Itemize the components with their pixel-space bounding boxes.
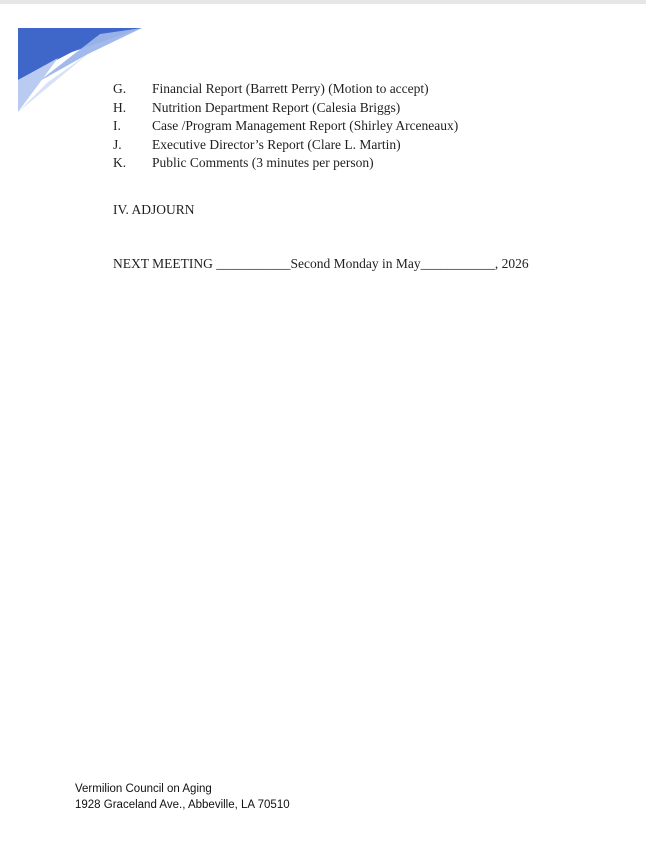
agenda-item-text: Public Comments (3 minutes per person) — [152, 155, 374, 170]
agenda-item-case-program-report — [113, 117, 573, 136]
footer-address: 1928 Graceland Ave., Abbeville, LA 70510 — [75, 798, 290, 811]
agenda-item-financial-report — [113, 80, 573, 99]
agenda-item-public-comments — [113, 154, 573, 173]
next-meeting-line: NEXT MEETING ___________Second Monday in May___________, 2026 — [113, 256, 529, 271]
agenda-item-letter: H. — [113, 99, 127, 115]
agenda-item-letter: J. — [113, 136, 122, 152]
agenda-item-executive-director-report — [113, 136, 573, 155]
agenda-item-text: Financial Report (Barrett Perry) (Motion to accept) — [152, 81, 429, 96]
agenda-list — [113, 80, 573, 173]
agenda-item-text: Nutrition Department Report (Calesia Briggs) — [152, 99, 401, 115]
adjourn-heading: IV. ADJOURN — [113, 202, 195, 217]
footer-organization: Vermilion Council on Aging — [75, 783, 212, 795]
agenda-item-letter: G. — [113, 81, 127, 96]
agenda-item-letter: K. — [113, 155, 127, 170]
document-footer — [75, 782, 290, 813]
agenda-item-text: Case /Program Management Report (Shirley Arceneaux) — [152, 118, 459, 133]
agenda-item-text: Executive Director’s Report (Clare L. Martin) — [152, 136, 401, 152]
document-page — [0, 4, 646, 848]
agenda-item-nutrition-report — [113, 99, 573, 118]
agenda-item-letter: I. — [113, 118, 121, 133]
